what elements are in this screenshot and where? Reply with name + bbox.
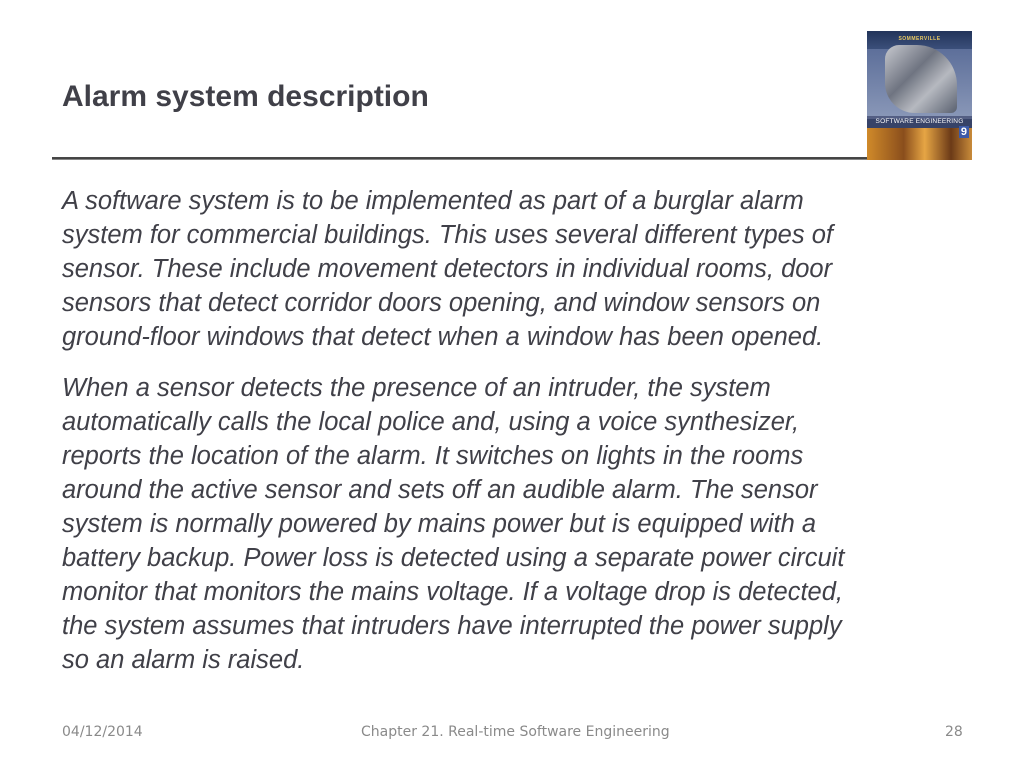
slide-body (62, 184, 962, 677)
paragraph-line: A software system is to be implemented as part of a burglar alarm (62, 187, 804, 215)
paragraph-line: monitor that monitors the mains voltage. If a voltage drop is detected, (62, 578, 843, 606)
cover-title-band (867, 116, 972, 128)
title-divider (52, 157, 870, 160)
paragraph-line: sensors that detect corridor doors opening, and window sensors on (62, 289, 821, 317)
book-cover-image (867, 31, 972, 160)
cover-bottom-graphic (867, 128, 972, 160)
paragraph-line: sensor. These include movement detectors in individual rooms, door (62, 255, 833, 283)
cover-title: SOFTWARE ENGINEERING (875, 118, 964, 125)
cover-author: SOMMERVILLE (898, 36, 941, 42)
paragraph-line: system for commercial buildings. This uses several different types of (62, 221, 833, 249)
paragraph-2 (62, 371, 962, 677)
paragraph-line: automatically calls the local police and, using a voice synthesizer, (62, 408, 800, 436)
paragraph-line: battery backup. Power loss is detected using a separate power circuit (62, 544, 845, 572)
paragraph-line: the system assumes that intruders have interrupted the power supply (62, 612, 842, 640)
paragraph-line: so an alarm is raised. (62, 646, 305, 674)
slide-title: Alarm system description (62, 80, 429, 113)
paragraph-line: ground-floor windows that detect when a window has been opened. (62, 323, 824, 351)
footer-page-number: 28 (945, 724, 963, 740)
paragraph-line: reports the location of the alarm. It switches on lights in the rooms (62, 442, 804, 470)
footer-date: 04/12/2014 (62, 724, 143, 740)
paragraph-line: around the active sensor and sets off an audible alarm. The sensor (62, 476, 818, 504)
paragraph-line: system is normally powered by mains power but is equipped with a (62, 510, 817, 538)
cover-edition: 9 (960, 126, 967, 138)
paragraph-1 (62, 184, 962, 354)
footer-chapter: Chapter 21. Real-time Software Engineering (361, 724, 670, 740)
paragraph-line: When a sensor detects the presence of an intruder, the system (62, 374, 771, 402)
